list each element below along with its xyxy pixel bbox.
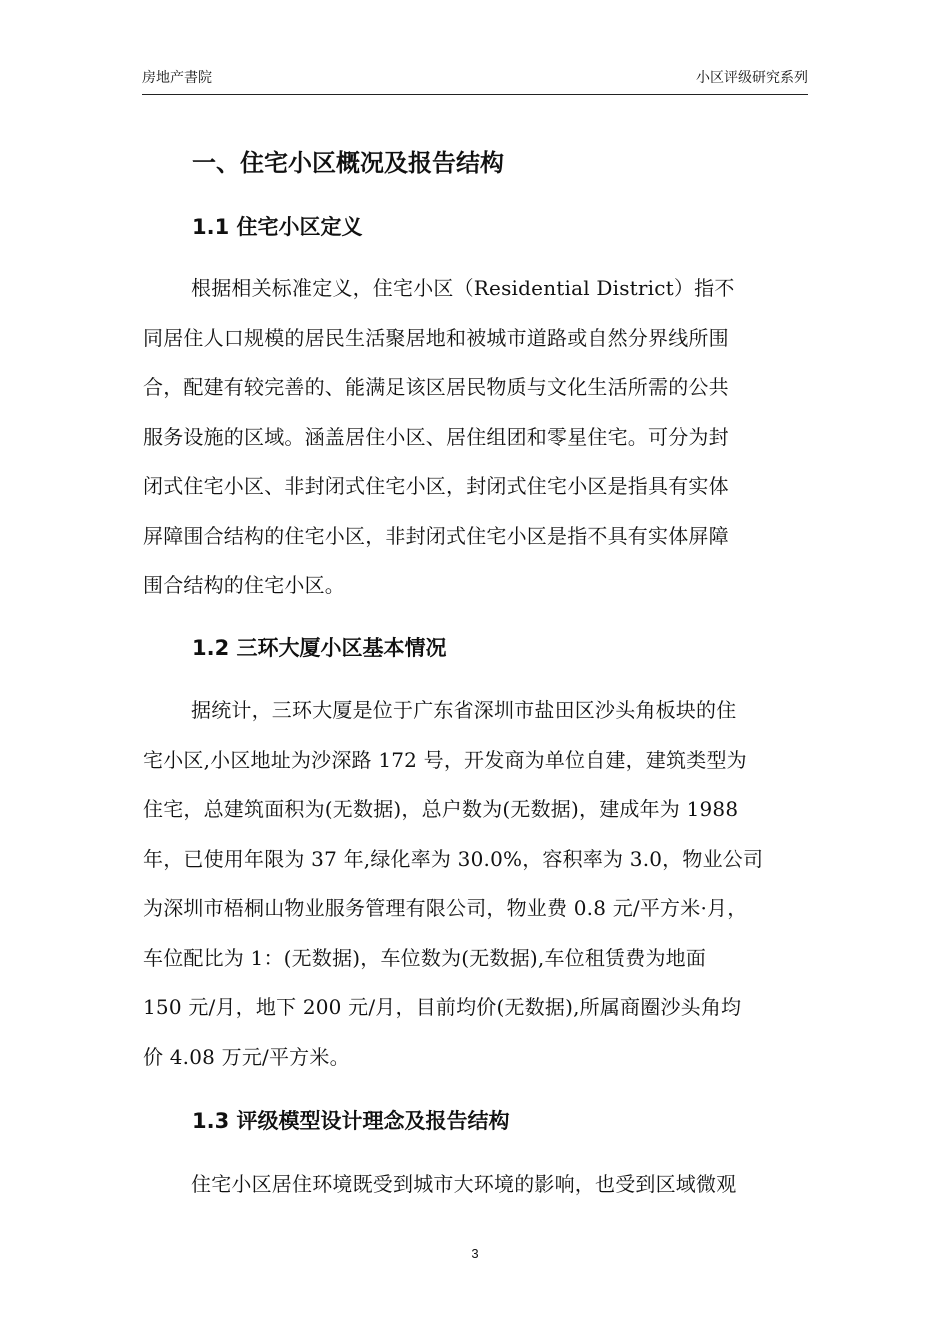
paragraph-line: 根据相关标准定义，住宅小区（Residential District）指不 (191, 276, 735, 300)
paragraph-line: 150 元/月，地下 200 元/月，目前均价(无数据),所属商圈沙头角均 (143, 995, 742, 1019)
paragraph-line: 年，已使用年限为 37 年,绿化率为 30.0%，容积率为 3.0，物业公司 (143, 846, 764, 871)
section-heading: 一、住宅小区概况及报告结构 (192, 149, 504, 177)
paragraph-line: 服务设施的区域。涵盖居住小区、居住组团和零星住宅。可分为封 (143, 424, 729, 449)
paragraph-line: 屏障围合结构的住宅小区，非封闭式住宅小区是指不具有实体屏障 (143, 523, 729, 548)
subsection-heading-1-3: 1.3 评级模型设计理念及报告结构 (192, 1109, 510, 1133)
page-header (142, 66, 808, 95)
paragraph-rating-model (143, 1160, 808, 1210)
paragraph-line: 宅小区,小区地址为沙深路 172 号，开发商为单位自建，建筑类型为 (143, 747, 747, 772)
paragraph-line: 价 4.08 万元/平方米。 (143, 1044, 350, 1069)
paragraph-definition (143, 264, 808, 611)
paragraph-line: 围合结构的住宅小区。 (143, 573, 345, 597)
paragraph-line: 同居住人口规模的居民生活聚居地和被城市道路或自然分界线所围 (143, 325, 729, 350)
header-publisher: 房地产書院 (142, 70, 212, 86)
paragraph-line: 车位配比为 1：(无数据)，车位数为(无数据),车位租赁费为地面 (143, 945, 707, 970)
paragraph-line: 合，配建有较完善的、能满足该区居民物质与文化生活所需的公共 (143, 375, 729, 399)
paragraph-line: 住宅，总建筑面积为(无数据)，总户数为(无数据)，建成年为 1988 (143, 797, 739, 821)
paragraph-basic-info (143, 686, 808, 1082)
paragraph-line: 为深圳市梧桐山物业服务管理有限公司，物业费 0.8 元/平方米·月， (143, 896, 748, 920)
paragraph-line: 据统计，三环大厦是位于广东省深圳市盐田区沙头角板块的住 (191, 698, 737, 722)
page-number: 3 (471, 1246, 479, 1261)
paragraph-line: 住宅小区居住环境既受到城市大环境的影响，也受到区域微观 (191, 1172, 737, 1196)
subsection-heading-1-2: 1.2 三环大厦小区基本情况 (192, 636, 447, 660)
header-series-title: 小区评级研究系列 (696, 70, 808, 86)
paragraph-line: 闭式住宅小区、非封闭式住宅小区，封闭式住宅小区是指具有实体 (143, 474, 729, 498)
subsection-heading-1-1: 1.1 住宅小区定义 (192, 215, 363, 239)
